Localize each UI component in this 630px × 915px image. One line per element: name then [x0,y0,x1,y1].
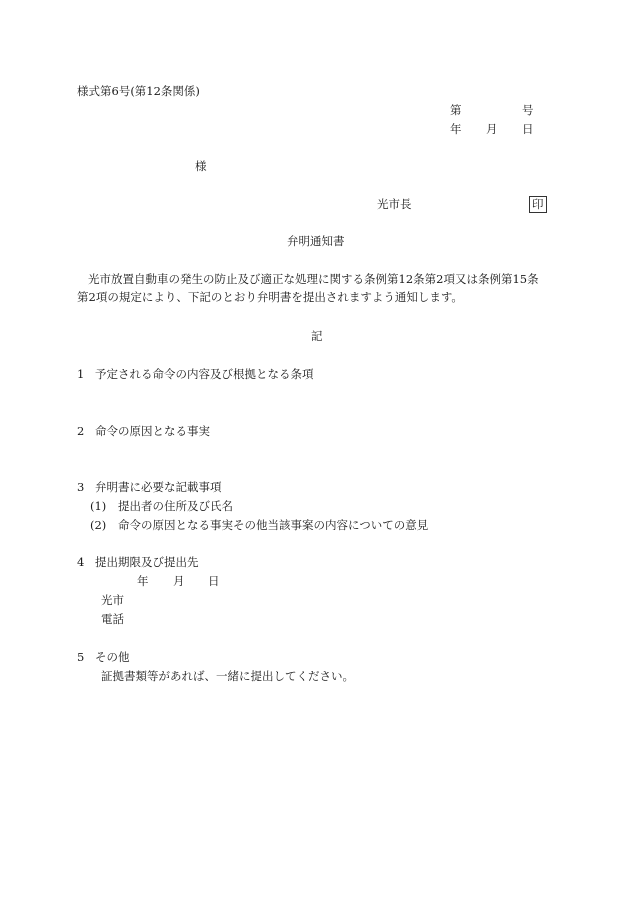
ki-heading: 記 [311,329,323,343]
issuer-title: 光市長 [377,197,412,211]
submit-office: 光市 [101,593,124,607]
section-2-text: 命令の原因となる事実 [95,424,210,438]
document-title: 弁明通知書 [287,234,345,248]
deadline-year: 年 [137,574,149,588]
section-4-text: 提出期限及び提出先 [95,555,199,569]
section-3-number: 3 [77,480,85,494]
body-line-2: 第2項の規定により、下記のとおり弁明書を提出されますよう通知します。 [77,290,463,304]
doc-number-dai: 第 [450,103,462,117]
section-5-note: 証拠書類等があれば、一緒に提出してください。 [101,669,354,683]
addressee-suffix: 様 [195,159,207,173]
body-line-1: 光市放置自動車の発生の防止及び適正な処理に関する条例第12条第2項又は条例第15条 [88,272,539,286]
section-3-item-1-text: 提出者の住所及び氏名 [118,499,233,513]
section-3-item-1-number: (1) [90,499,107,513]
seal-stamp: 印 [529,196,547,213]
doc-number-go: 号 [522,103,534,117]
date-year: 年 [450,122,462,136]
section-2-number: 2 [77,424,85,438]
deadline-day: 日 [208,574,220,588]
date-day: 日 [522,122,534,136]
section-3-text: 弁明書に必要な記載事項 [95,480,222,494]
section-1-number: 1 [77,367,85,381]
form-label: 様式第6号(第12条関係) [77,84,200,98]
section-3-item-2-number: (2) [90,518,107,532]
section-4-number: 4 [77,555,85,569]
section-1-text: 予定される命令の内容及び根拠となる条項 [95,367,314,381]
deadline-month: 月 [173,574,185,588]
section-5-number: 5 [77,650,85,664]
seal-mark [529,196,547,213]
section-5-text: その他 [95,650,130,664]
date-month: 月 [486,122,498,136]
section-3-item-2-text: 命令の原因となる事実その他当該事案の内容についての意見 [118,518,429,532]
submit-phone: 電話 [101,612,124,626]
